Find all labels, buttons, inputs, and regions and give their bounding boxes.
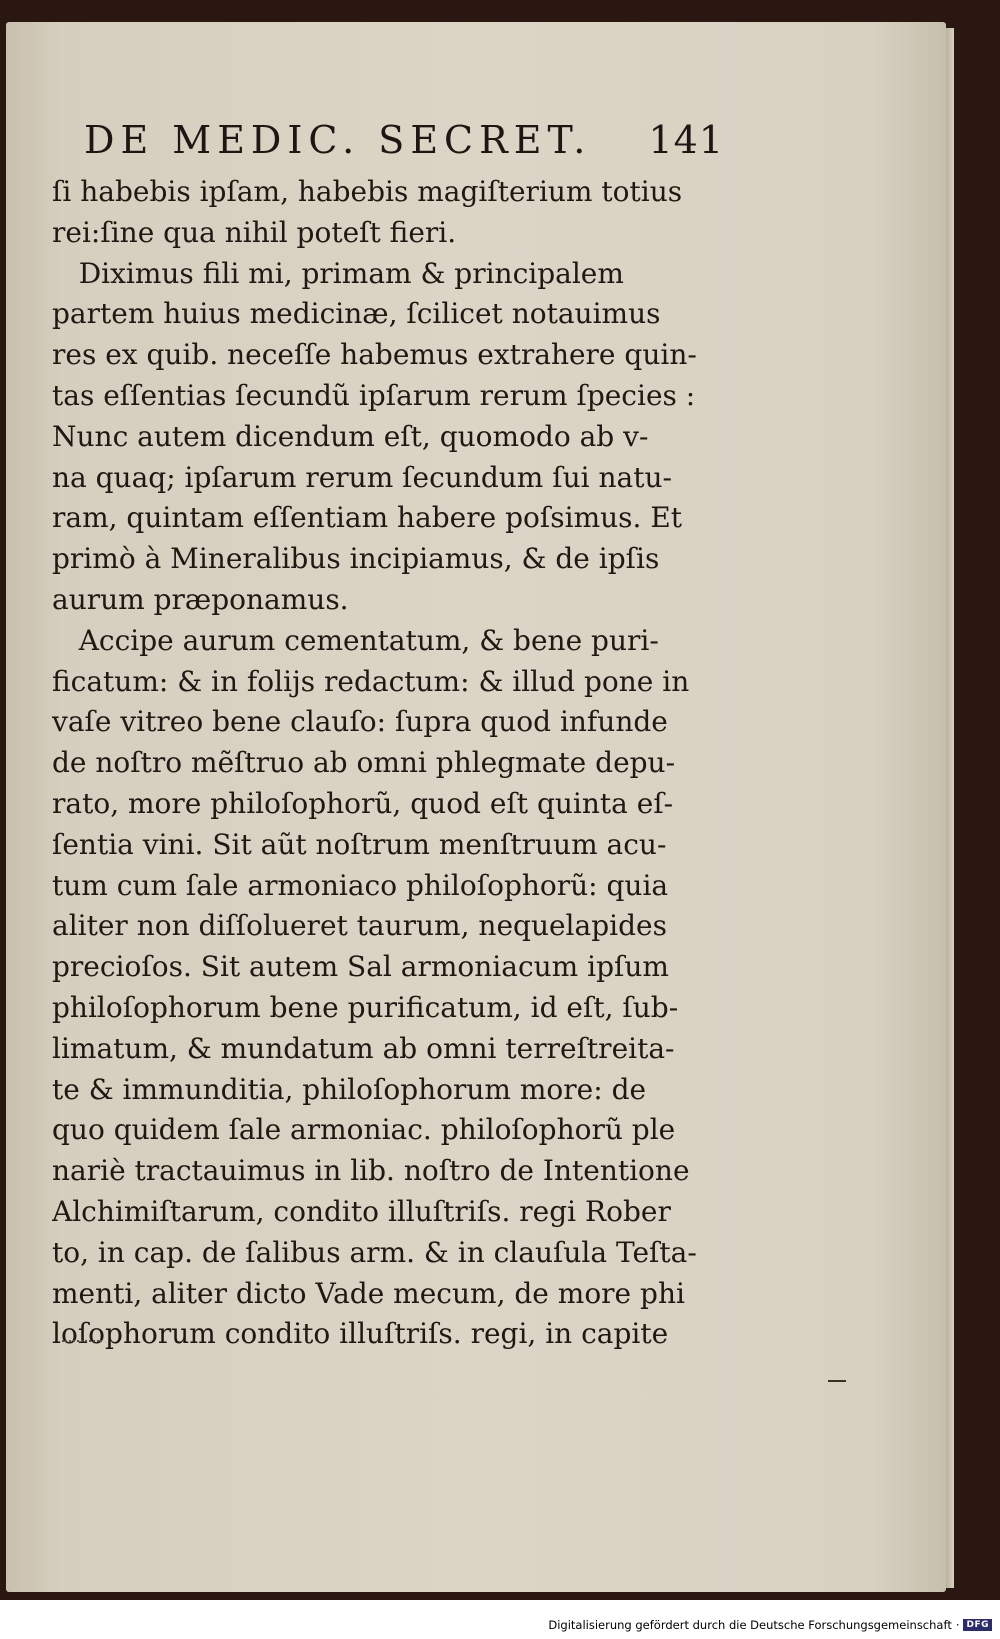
- text-line: aliter non diſſolueret taurum, nequelapides: [52, 909, 667, 943]
- text-line: tum cum ſale armoniaco philoſophorũ: quia: [52, 868, 669, 902]
- text-line: Accipe aurum cementatum, & bene puri-: [52, 623, 659, 657]
- text-line: Diximus fili mi, primam & principalem: [52, 256, 624, 290]
- text-line: limatum, & mundatum ab omni terreſtreita-: [52, 1031, 675, 1065]
- running-title: DE MEDIC. SECRET.: [84, 118, 592, 162]
- text-line: res ex quib. neceſſe habemus extrahere quin-: [52, 338, 697, 372]
- catchword-marks: [62, 1340, 102, 1346]
- text-line: ficatum: & in folijs redactum: & illud pone in: [52, 664, 690, 698]
- text-line: te & immunditia, philoſophorum more: de: [52, 1072, 647, 1106]
- text-line: rei:ſine qua nihil poteſt fieri.: [52, 215, 457, 249]
- text-line: loſophorum condito illuſtriſs. regi, in capite: [52, 1317, 669, 1351]
- text-line: precioſos. Sit autem Sal armoniacum ipſum: [52, 950, 669, 984]
- running-header: [84, 118, 724, 164]
- text-line: nariè tractauimus in lib. noſtro de Intentione: [52, 1154, 690, 1188]
- text-line: ram, quintam eſſentiam habere poſsimus. Et: [52, 501, 683, 535]
- page-number: 141: [648, 118, 724, 162]
- footer-text: Digitalisierung gefördert durch die Deutsche Forschungsgemeinschaft: [548, 1618, 952, 1632]
- text-line: ſi habebis ipſam, habebis magiſterium totius: [52, 175, 683, 208]
- page-edge: [946, 28, 954, 1588]
- text-line: Nunc autem dicendum eſt, quomodo ab v-: [52, 419, 649, 453]
- body-text: [52, 172, 712, 1355]
- text-line: quo quidem ſale armoniac. philoſophorũ ple: [52, 1113, 676, 1147]
- text-line: primò à Mineralibus incipiamus, & de ipſis: [52, 542, 660, 576]
- text-line: Alchimiſtarum, condito illuſtriſs. regi Rober: [52, 1194, 671, 1228]
- text-line: vaſe vitreo bene clauſo: ſupra quod infunde: [52, 705, 668, 739]
- text-line: rato, more philoſophorũ, quod eſt quinta eſ-: [52, 786, 674, 820]
- text-line: menti, aliter dicto Vade mecum, de more phi: [52, 1276, 685, 1310]
- dfg-logo-icon: DFG: [963, 1619, 992, 1631]
- text-line: tas eſſentias ſecundũ ipſarum rerum ſpecies :: [52, 378, 696, 412]
- text-line: de noſtro mẽſtruo ab omni phlegmate depu-: [52, 746, 676, 780]
- text-line: ſentia vini. Sit aũt noſtrum menſtruum acu-: [52, 827, 667, 861]
- text-line: partem huius medicinæ, ſcilicet notauimus: [52, 297, 661, 331]
- text-line: philoſophorum bene purificatum, id eſt, ſub-: [52, 990, 679, 1024]
- text-line: to, in cap. de ſalibus arm. & in clauſula Teſta-: [52, 1235, 697, 1269]
- margin-mark: [828, 1380, 846, 1382]
- text-line: na quaq; ipſarum rerum ſecundum ſui natu-: [52, 460, 672, 494]
- footer-separator: ·: [955, 1618, 960, 1632]
- text-line: aurum præponamus.: [52, 582, 349, 616]
- digitization-footer: [548, 1613, 992, 1637]
